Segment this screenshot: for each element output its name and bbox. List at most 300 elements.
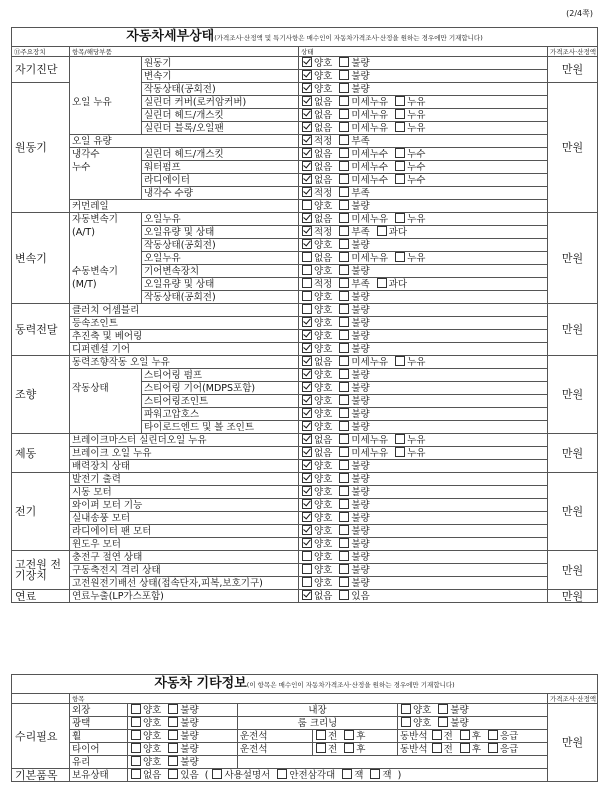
checkbox[interactable] [339,486,349,496]
status-option[interactable] [338,474,369,485]
status-option[interactable] [338,500,369,511]
checkbox[interactable] [339,382,349,392]
checkbox[interactable] [131,730,141,740]
status-option[interactable] [301,253,332,264]
status-option[interactable] [338,578,369,589]
option-label: 없음 [314,448,333,459]
checkbox[interactable] [339,395,349,405]
table-row [12,96,598,109]
checkbox[interactable] [277,769,287,779]
option-label: 양호 [143,705,162,716]
checkbox[interactable] [302,434,312,444]
status-option[interactable] [301,513,332,524]
price-field[interactable]: 만원 [548,356,598,434]
section-title: 자동차세부상태(가격조사·산정액 및 특기사항은 매수인이 자동차가격조사·산정을 원하는 경우에만 기재합니다) [12,28,598,47]
price-field[interactable]: 만원 [548,704,598,782]
checkbox[interactable] [339,265,349,275]
status-cell [128,704,238,717]
item-label: 커먼레일 [70,200,299,213]
checkbox[interactable] [168,743,178,753]
option-label: 후 [471,731,481,742]
status-option[interactable] [276,770,335,781]
status-option[interactable] [338,370,369,381]
status-option[interactable] [376,279,407,290]
status-option[interactable] [338,487,369,498]
status-option[interactable] [338,188,369,199]
status-option[interactable] [301,474,332,485]
status-option[interactable] [394,253,425,264]
status-option[interactable] [301,71,332,82]
checkbox[interactable] [302,512,312,522]
checkbox[interactable] [302,356,312,366]
checkbox[interactable] [302,538,312,548]
status-option[interactable] [338,383,369,394]
item-label: 추진축 및 베어링 [70,330,299,343]
checkbox[interactable] [302,57,312,67]
checkbox[interactable] [302,226,312,236]
status-option[interactable] [301,97,332,108]
checkbox[interactable] [460,730,470,740]
status-option[interactable] [341,770,363,781]
status-option[interactable] [301,591,332,602]
checkbox[interactable] [302,161,312,171]
checkbox[interactable] [339,96,349,106]
checkbox[interactable] [302,408,312,418]
status-cell [299,109,548,122]
status-option[interactable] [301,149,332,160]
status-option[interactable] [338,422,369,433]
status-option[interactable] [400,718,431,729]
status-option[interactable] [315,744,337,755]
price-field[interactable]: 만원 [548,473,598,551]
checkbox[interactable] [339,252,349,262]
checkbox[interactable] [302,148,312,158]
status-option[interactable] [130,770,161,781]
item-label: 디퍼렌셜 기어 [70,343,299,356]
status-option[interactable] [487,731,518,742]
status-option[interactable] [338,84,369,95]
status-option[interactable] [301,279,332,290]
status-option[interactable] [338,344,369,355]
option-label: 양호 [314,370,333,381]
status-option[interactable] [338,97,388,108]
status-option[interactable] [338,461,369,472]
checkbox[interactable] [131,769,141,779]
status-option[interactable] [338,110,388,121]
checkbox[interactable] [438,717,448,727]
checkbox[interactable] [302,278,312,288]
checkbox[interactable] [395,356,405,366]
checkbox[interactable] [339,278,349,288]
checkbox[interactable] [302,421,312,431]
status-option[interactable] [167,718,198,729]
status-option[interactable] [301,422,332,433]
status-option[interactable] [301,201,332,212]
table-row [12,304,598,317]
status-option[interactable] [338,227,369,238]
status-option[interactable] [338,175,388,186]
status-option[interactable] [130,718,161,729]
checkbox[interactable] [131,704,141,714]
option-label: 후 [471,744,481,755]
checkbox[interactable] [302,395,312,405]
checkbox[interactable] [395,148,405,158]
status-option[interactable] [301,188,332,199]
option-label: 전 [328,731,338,742]
status-option[interactable] [338,162,388,173]
checkbox[interactable] [401,704,411,714]
checkbox[interactable] [339,317,349,327]
checkbox[interactable] [302,200,312,210]
checkbox[interactable] [339,291,349,301]
checkbox[interactable] [339,200,349,210]
checkbox[interactable] [302,213,312,223]
checkbox[interactable] [339,551,349,561]
checkbox[interactable] [339,148,349,158]
status-option[interactable] [130,744,161,755]
status-option[interactable] [167,744,198,755]
status-option[interactable] [394,149,425,160]
checkbox[interactable] [302,564,312,574]
checkbox[interactable] [339,161,349,171]
price-field[interactable]: 만원 [548,304,598,356]
status-option[interactable] [301,526,332,537]
status-option[interactable] [338,448,388,459]
price-field[interactable]: 만원 [548,83,598,213]
checkbox[interactable] [302,317,312,327]
option-label: 없음 [314,357,333,368]
checkbox[interactable] [339,525,349,535]
price-field[interactable]: 만원 [548,57,598,83]
checkbox[interactable] [302,343,312,353]
checkbox[interactable] [316,743,326,753]
status-option[interactable] [459,731,481,742]
status-option[interactable] [431,731,453,742]
checkbox[interactable] [339,122,349,132]
option-label: 불량 [180,731,199,742]
checkbox[interactable] [339,109,349,119]
checkbox[interactable] [316,730,326,740]
checkbox[interactable] [302,239,312,249]
checkbox[interactable] [302,330,312,340]
checkbox[interactable] [302,70,312,80]
item-label: 기어변속장치 [142,265,299,278]
checkbox[interactable] [488,743,498,753]
status-option[interactable] [338,513,369,524]
checkbox[interactable] [302,499,312,509]
price-field[interactable]: 만원 [548,213,598,304]
option-label: 없음 [314,253,333,264]
checkbox[interactable] [344,743,354,753]
option-label: 과다 [388,279,408,290]
status-option[interactable] [338,58,369,69]
status-option[interactable] [301,227,332,238]
status-option[interactable] [301,214,332,225]
status-option[interactable] [338,409,369,420]
checkbox[interactable] [302,382,312,392]
checkbox[interactable] [339,304,349,314]
checkbox[interactable] [339,421,349,431]
status-option[interactable] [301,331,332,342]
checkbox[interactable] [342,769,352,779]
checkbox[interactable] [339,187,349,197]
status-option[interactable] [301,110,332,121]
status-option[interactable] [431,744,453,755]
status-option[interactable] [301,136,332,147]
option-label: 전 [443,744,453,755]
status-option[interactable] [301,500,332,511]
status-option[interactable] [338,214,388,225]
status-option[interactable] [376,227,407,238]
status-option[interactable] [338,149,388,160]
status-option[interactable] [400,705,431,716]
status-option[interactable] [394,357,425,368]
status-option[interactable] [167,770,198,781]
status-option[interactable] [394,448,425,459]
status-option[interactable] [301,123,332,134]
status-option[interactable] [338,526,369,537]
checkbox[interactable] [302,83,312,93]
checkbox[interactable] [339,590,349,600]
checkbox[interactable] [339,512,349,522]
checkbox[interactable] [302,135,312,145]
status-option[interactable] [301,578,332,589]
checkbox[interactable] [302,252,312,262]
checkbox[interactable] [339,330,349,340]
checkbox[interactable] [302,447,312,457]
checkbox[interactable] [339,239,349,249]
status-option[interactable] [301,448,332,459]
checkbox[interactable] [395,109,405,119]
status-option[interactable] [437,718,468,729]
status-option[interactable] [301,487,332,498]
checkbox[interactable] [131,756,141,766]
checkbox[interactable] [339,70,349,80]
checkbox[interactable] [339,213,349,223]
status-option[interactable] [167,731,198,742]
status-option[interactable] [301,461,332,472]
status-cell [299,174,548,187]
status-option[interactable] [338,136,369,147]
checkbox[interactable] [339,57,349,67]
checkbox[interactable] [488,730,498,740]
checkbox[interactable] [302,187,312,197]
checkbox[interactable] [168,769,178,779]
checkbox[interactable] [395,252,405,262]
checkbox[interactable] [460,743,470,753]
option-label: 적정 [314,279,333,290]
checkbox[interactable] [395,447,405,457]
checkbox[interactable] [302,122,312,132]
status-option[interactable] [301,565,332,576]
checkbox[interactable] [339,577,349,587]
checkbox[interactable] [377,226,387,236]
checkbox[interactable] [339,343,349,353]
checkbox[interactable] [395,161,405,171]
status-option[interactable] [301,539,332,550]
option-label: 없음 [314,591,333,602]
checkbox[interactable] [377,278,387,288]
status-option[interactable] [338,279,369,290]
checkbox[interactable] [395,174,405,184]
status-option[interactable] [338,565,369,576]
checkbox[interactable] [131,717,141,727]
option-label: 양호 [314,513,333,524]
status-option[interactable] [130,731,161,742]
status-option[interactable] [394,110,425,121]
status-option[interactable] [338,292,369,303]
status-option[interactable] [301,383,332,394]
checkbox[interactable] [432,743,442,753]
checkbox[interactable] [339,499,349,509]
checkbox[interactable] [395,213,405,223]
checkbox[interactable] [131,743,141,753]
status-option[interactable] [394,162,425,173]
checkbox[interactable] [395,122,405,132]
status-option[interactable] [338,253,388,264]
table-row [12,161,598,174]
checkbox[interactable] [432,730,442,740]
checkbox[interactable] [395,96,405,106]
status-option[interactable] [301,175,332,186]
checkbox[interactable] [168,717,178,727]
checkbox[interactable] [339,83,349,93]
checkbox[interactable] [339,135,349,145]
status-option[interactable] [301,318,332,329]
status-option[interactable] [338,591,369,602]
status-option[interactable] [130,705,161,716]
status-option[interactable] [130,757,161,768]
status-option[interactable] [338,123,388,134]
status-option[interactable] [301,305,332,316]
option-label: 불량 [351,84,370,95]
status-option[interactable] [394,123,425,134]
option-label: 후 [356,731,366,742]
checkbox[interactable] [344,730,354,740]
checkbox[interactable] [302,304,312,314]
status-option[interactable] [437,705,468,716]
checkbox[interactable] [168,704,178,714]
status-option[interactable] [487,744,518,755]
checkbox[interactable] [168,730,178,740]
checkbox[interactable] [212,769,222,779]
status-option[interactable] [301,409,332,420]
status-option[interactable] [301,162,332,173]
option-label: 응급 [499,731,519,742]
status-option[interactable] [394,214,425,225]
status-option[interactable] [167,705,198,716]
status-option[interactable] [301,240,332,251]
status-option[interactable] [338,305,369,316]
checkbox[interactable] [302,291,312,301]
checkbox[interactable] [302,551,312,561]
table-row [12,704,598,717]
status-option[interactable] [301,370,332,381]
status-option[interactable] [338,331,369,342]
checkbox[interactable] [302,265,312,275]
status-option[interactable] [338,396,369,407]
status-option[interactable] [301,84,332,95]
table-row [12,473,598,486]
status-option[interactable] [343,731,365,742]
checkbox[interactable] [339,447,349,457]
status-option[interactable] [394,435,425,446]
checkbox[interactable] [339,408,349,418]
status-option[interactable] [301,552,332,563]
status-option[interactable] [301,292,332,303]
checkbox[interactable] [302,174,312,184]
status-option[interactable] [338,318,369,329]
status-option[interactable] [301,266,332,277]
status-option[interactable] [211,770,270,781]
checkbox[interactable] [339,473,349,483]
checkbox[interactable] [302,460,312,470]
price-field[interactable]: 만원 [548,551,598,590]
price-field[interactable]: 만원 [548,434,598,473]
status-option[interactable] [301,357,332,368]
option-label: 양호 [314,487,333,498]
status-option[interactable] [394,175,425,186]
status-option[interactable] [338,201,369,212]
checkbox[interactable] [302,96,312,106]
checkbox[interactable] [339,369,349,379]
option-label: 양호 [314,409,333,420]
status-option[interactable] [338,539,369,550]
checkbox[interactable] [339,460,349,470]
status-option[interactable] [338,357,388,368]
checkbox[interactable] [401,717,411,727]
status-option[interactable] [315,731,337,742]
table-row [12,730,598,743]
status-option[interactable] [167,757,198,768]
status-cell [299,343,548,356]
status-option[interactable] [301,58,332,69]
checkbox[interactable] [339,538,349,548]
checkbox[interactable] [370,769,380,779]
checkbox[interactable] [339,174,349,184]
status-option[interactable] [343,744,365,755]
checkbox[interactable] [302,369,312,379]
status-option[interactable] [338,552,369,563]
checkbox[interactable] [395,434,405,444]
status-option[interactable] [301,344,332,355]
checkbox[interactable] [302,109,312,119]
checkbox[interactable] [339,356,349,366]
status-option[interactable] [338,240,369,251]
checkbox[interactable] [302,486,312,496]
status-option[interactable] [369,770,391,781]
checkbox[interactable] [302,577,312,587]
checkbox[interactable] [339,564,349,574]
status-option[interactable] [459,744,481,755]
checkbox[interactable] [339,434,349,444]
checkbox[interactable] [302,473,312,483]
price-field[interactable]: 만원 [548,590,598,603]
status-option[interactable] [338,435,388,446]
checkbox[interactable] [302,525,312,535]
checkbox[interactable] [302,590,312,600]
status-option[interactable] [394,97,425,108]
checkbox[interactable] [168,756,178,766]
status-option[interactable] [301,396,332,407]
checkbox[interactable] [438,704,448,714]
status-option[interactable] [338,266,369,277]
status-option[interactable] [301,435,332,446]
status-option[interactable] [338,71,369,82]
checkbox[interactable] [339,226,349,236]
option-label: 양호 [314,552,333,563]
category-label: 연료 [12,590,70,603]
